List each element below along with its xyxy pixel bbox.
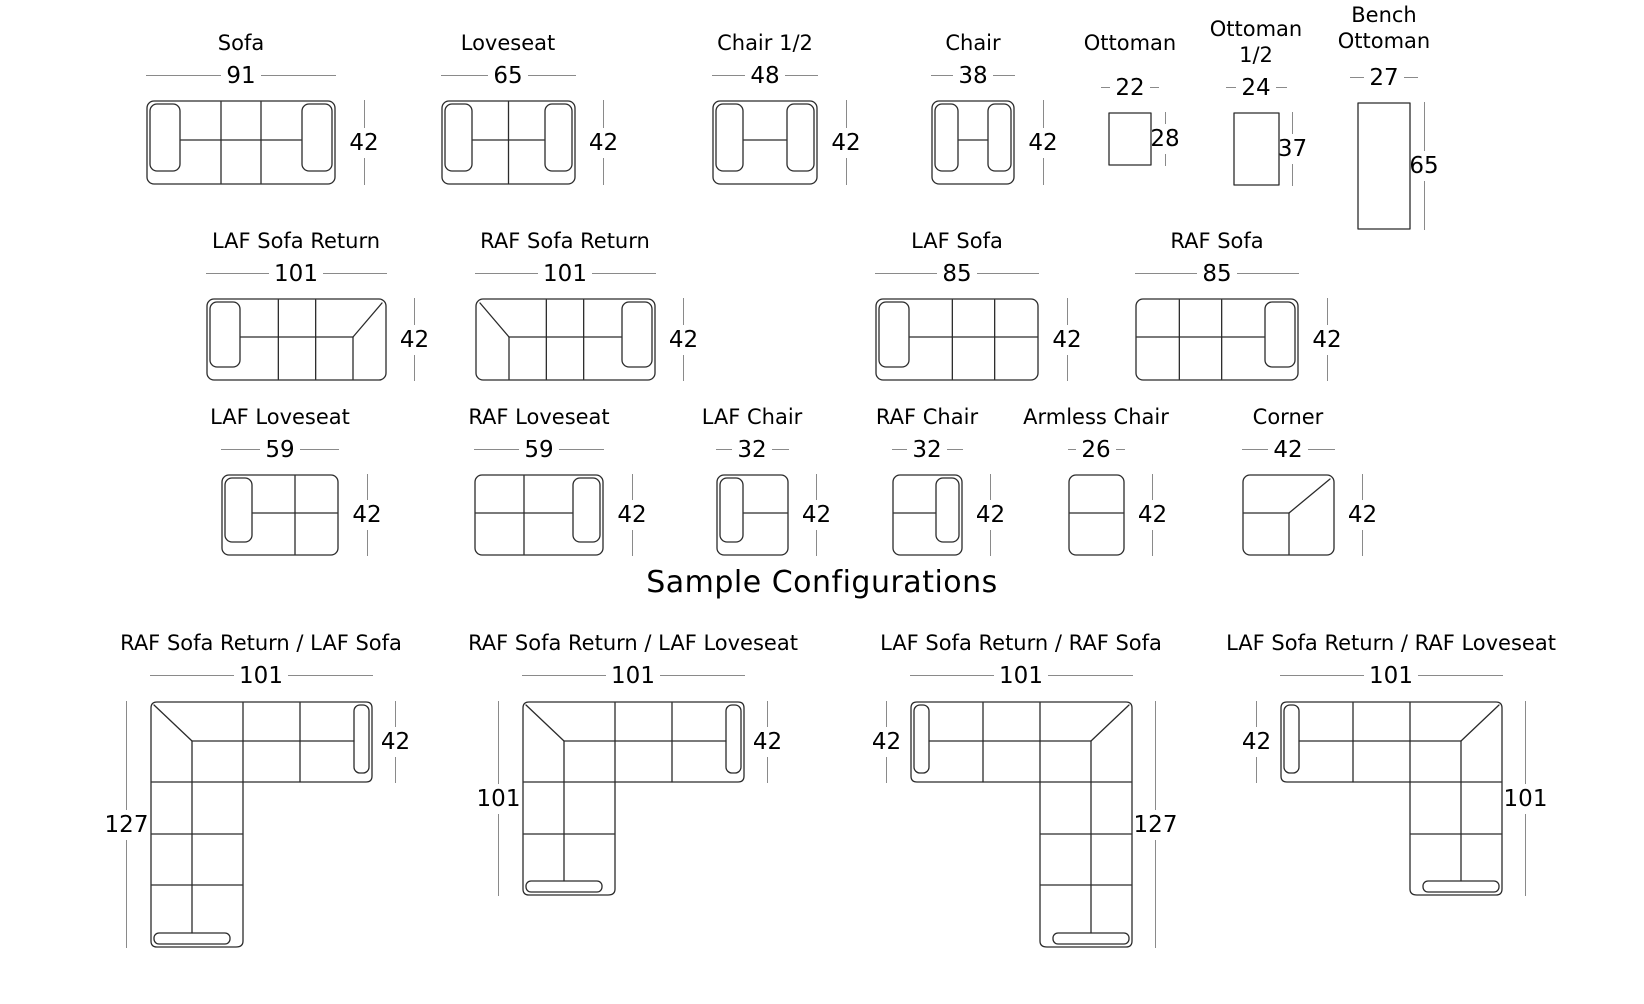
- dim-line: [474, 449, 519, 450]
- depth-dimension: [1335, 474, 1391, 556]
- width-dimension: [221, 436, 339, 463]
- dimension-value: 101: [1369, 662, 1413, 689]
- piece-body: [90, 100, 392, 185]
- dim-line: [910, 675, 995, 676]
- piece-title: RAF Chair: [875, 405, 979, 429]
- dim-line: [441, 75, 489, 76]
- dim-line: [892, 449, 908, 450]
- dim-line: [288, 675, 373, 676]
- dim-line: [395, 701, 396, 727]
- piece-laf-loveseat: [165, 404, 395, 556]
- dim-line: [1165, 112, 1166, 124]
- depth-dimension: [1411, 102, 1437, 230]
- dim-line: [364, 158, 365, 186]
- width-dimension: [716, 436, 789, 463]
- dim-line: [1525, 701, 1526, 784]
- dim-line: [990, 474, 991, 500]
- piece-bench-ottoman: [1331, 2, 1437, 230]
- width-dimension: [1350, 64, 1418, 91]
- width-dimension: [931, 62, 1015, 89]
- dimension-value: 42: [1137, 502, 1168, 528]
- depth-dimension: [1015, 100, 1071, 185]
- dim-line: [1256, 701, 1257, 727]
- piece-body: [150, 298, 443, 381]
- dim-line: [1362, 474, 1363, 500]
- dim-line: [367, 530, 368, 556]
- dimension-value: 42: [831, 129, 861, 156]
- dim-line: [1280, 675, 1365, 676]
- piece-title: Corner: [1252, 405, 1324, 429]
- dim-line: [990, 530, 991, 556]
- dim-line: [498, 701, 499, 784]
- piece-body: [1186, 474, 1391, 556]
- depth-dimension: [1133, 701, 1179, 948]
- dim-line: [1292, 164, 1293, 186]
- dim-line: [1362, 530, 1363, 556]
- piece-body: [419, 298, 712, 381]
- dimension-value: 42: [399, 326, 430, 353]
- width-dimension: [1101, 74, 1159, 101]
- dimension-value: 101: [543, 260, 587, 287]
- piece-body: [165, 474, 395, 556]
- piece-raf-loveseat: [418, 404, 660, 556]
- dim-line: [1308, 449, 1335, 450]
- dim-line: [767, 701, 768, 727]
- piece-body: [656, 100, 874, 185]
- width-dimension: [875, 260, 1039, 287]
- piece-drawing: [146, 100, 336, 185]
- dimension-value: 42: [349, 129, 379, 156]
- dimension-value: 101: [1503, 785, 1548, 812]
- dimension-value: 42: [588, 129, 619, 156]
- piece-drawing: [1108, 112, 1152, 166]
- piece-drawing: [441, 100, 576, 185]
- config-title: LAF Sofa Return / RAF Loveseat: [1226, 631, 1556, 655]
- piece-body: [660, 474, 845, 556]
- dim-line: [1424, 181, 1425, 230]
- dim-line: [1116, 449, 1125, 450]
- piece-drawing: [931, 100, 1015, 185]
- depth-dimension: [373, 701, 419, 783]
- width-dimension: [892, 436, 963, 463]
- dim-line: [1067, 298, 1068, 325]
- dim-line: [126, 701, 127, 810]
- config-laf-sofa-return-raf-loveseat: [1226, 630, 1556, 896]
- dimension-value: 85: [942, 260, 972, 287]
- dim-line: [221, 449, 260, 450]
- dim-line: [816, 530, 817, 556]
- piece-raf-sofa: [1079, 228, 1355, 381]
- dim-line: [1152, 530, 1153, 556]
- dim-line: [716, 449, 733, 450]
- depth-dimension: [339, 474, 395, 556]
- piece-laf-sofa: [819, 228, 1095, 381]
- dim-line: [1068, 449, 1077, 450]
- piece-body: [1079, 298, 1355, 381]
- piece-drawing: [474, 474, 604, 556]
- depth-dimension: [1152, 112, 1178, 166]
- piece-title: RAF Sofa: [1170, 229, 1264, 253]
- dimension-value: 59: [265, 436, 295, 463]
- dim-line: [1327, 355, 1328, 382]
- config-title: LAF Sofa Return / RAF Sofa: [880, 631, 1162, 655]
- dim-line: [1165, 154, 1166, 166]
- dim-line: [528, 75, 576, 76]
- piece-laf-chair: [660, 404, 845, 556]
- dimension-value: 65: [493, 62, 523, 89]
- width-dimension: [1226, 74, 1287, 101]
- width-dimension: [475, 260, 656, 287]
- width-dimension: [474, 436, 604, 463]
- piece-title: LAF Sofa Return: [211, 229, 381, 253]
- dim-line: [1256, 757, 1257, 783]
- dim-line: [660, 675, 745, 676]
- piece-title: Armless Chair: [1023, 405, 1169, 429]
- dim-line: [1043, 100, 1044, 128]
- piece-title: Chair 1/2: [717, 31, 813, 55]
- dim-line: [1043, 158, 1044, 186]
- dimension-value: 42: [1241, 729, 1272, 755]
- piece-body: [1012, 474, 1181, 556]
- piece-body: [1331, 102, 1437, 230]
- dim-line: [603, 100, 604, 128]
- dim-line: [1404, 77, 1418, 78]
- piece-drawing: [1135, 298, 1299, 381]
- piece-drawing: [1233, 112, 1280, 186]
- dim-line: [772, 449, 789, 450]
- piece-title: LAF Chair: [701, 405, 803, 429]
- dimension-value: 42: [617, 502, 647, 528]
- piece-drawing: [206, 298, 387, 381]
- piece-ottoman-half: [1207, 16, 1306, 186]
- piece-title: RAF Loveseat: [468, 405, 610, 429]
- piece-drawing: [875, 298, 1039, 381]
- dimension-value: 42: [752, 729, 783, 755]
- dim-line: [414, 355, 415, 382]
- piece-title: Sofa: [217, 31, 265, 55]
- piece-drawing: [1068, 474, 1125, 556]
- piece-title: Bench Ottoman: [1337, 3, 1431, 53]
- piece-title: LAF Loveseat: [210, 405, 350, 429]
- config-title: RAF Sofa Return / LAF Sofa: [120, 631, 402, 655]
- width-dimension: [522, 662, 745, 689]
- piece-chair: [875, 30, 1071, 185]
- piece-loveseat: [385, 30, 632, 185]
- piece-drawing: [1357, 102, 1411, 230]
- dim-line: [1237, 273, 1299, 274]
- dimension-value: 42: [352, 502, 382, 528]
- dimension-value: 101: [274, 260, 318, 287]
- dim-line: [146, 75, 221, 76]
- dim-line: [1150, 87, 1159, 88]
- width-dimension: [441, 62, 576, 89]
- piece-body: [875, 100, 1071, 185]
- config-body: [104, 701, 419, 948]
- dim-line: [632, 474, 633, 500]
- config-laf-sofa-return-raf-sofa: [864, 630, 1179, 948]
- depth-dimension: [476, 701, 522, 896]
- dim-line: [1350, 77, 1364, 78]
- dimension-value: 24: [1241, 74, 1271, 101]
- depth-dimension: [1277, 112, 1308, 186]
- dim-line: [875, 273, 937, 274]
- config-drawing: [1280, 701, 1503, 896]
- depth-dimension: [1234, 701, 1280, 783]
- config-raf-sofa-return-laf-sofa: [104, 630, 419, 948]
- piece-drawing: [716, 474, 789, 556]
- dimension-value: 42: [1347, 502, 1378, 528]
- piece-sofa: [90, 30, 392, 185]
- piece-body: [1082, 112, 1178, 166]
- piece-body: [1207, 112, 1306, 186]
- dim-line: [367, 474, 368, 500]
- dim-line: [1067, 355, 1068, 382]
- config-body: [864, 701, 1179, 948]
- piece-title: Chair: [945, 31, 1001, 55]
- width-dimension: [1068, 436, 1125, 463]
- width-dimension: [150, 662, 373, 689]
- dim-line: [947, 449, 963, 450]
- dimension-value: 127: [1133, 811, 1178, 838]
- piece-drawing: [892, 474, 963, 556]
- dim-line: [1101, 87, 1110, 88]
- width-dimension: [1242, 436, 1335, 463]
- width-dimension: [146, 62, 336, 89]
- dimension-value: 42: [1052, 326, 1082, 353]
- width-dimension: [712, 62, 818, 89]
- piece-laf-sofa-return: [150, 228, 443, 381]
- dimension-value: 42: [975, 502, 1006, 528]
- dim-line: [846, 158, 847, 186]
- dim-line: [522, 675, 607, 676]
- dimension-value: 27: [1369, 64, 1399, 91]
- dimension-value: 32: [912, 436, 942, 463]
- depth-dimension: [818, 100, 874, 185]
- dimension-value: 101: [476, 785, 521, 812]
- dimension-value: 42: [1312, 326, 1342, 353]
- depth-dimension: [576, 100, 632, 185]
- piece-title: RAF Sofa Return: [480, 229, 650, 253]
- dimension-value: 65: [1409, 153, 1439, 179]
- dim-line: [126, 840, 127, 949]
- dimension-value: 42: [801, 502, 832, 528]
- piece-body: [385, 100, 632, 185]
- config-body: [476, 701, 791, 896]
- piece-body: [418, 474, 660, 556]
- dim-line: [683, 355, 684, 382]
- dimension-value: 26: [1081, 436, 1111, 463]
- dim-line: [395, 757, 396, 783]
- depth-dimension: [963, 474, 1019, 556]
- dimension-value: 28: [1150, 126, 1180, 152]
- piece-body: [819, 298, 1095, 381]
- dim-line: [323, 273, 387, 274]
- piece-title: LAF Sofa: [911, 229, 1003, 253]
- width-dimension: [910, 662, 1133, 689]
- piece-ottoman: [1082, 30, 1178, 166]
- depth-dimension: [1503, 701, 1549, 896]
- piece-title: Ottoman: [1083, 31, 1177, 55]
- dim-line: [1292, 112, 1293, 134]
- dimension-value: 42: [668, 326, 699, 353]
- piece-corner: [1186, 404, 1391, 556]
- dimension-value: 85: [1202, 260, 1232, 287]
- depth-dimension: [745, 701, 791, 783]
- width-dimension: [1280, 662, 1503, 689]
- dim-line: [1424, 102, 1425, 151]
- dimension-value: 38: [958, 62, 988, 89]
- dim-line: [300, 449, 339, 450]
- dimension-value: 101: [999, 662, 1043, 689]
- dim-line: [977, 273, 1039, 274]
- dim-line: [785, 75, 818, 76]
- dimension-value: 127: [104, 811, 149, 838]
- dim-line: [767, 757, 768, 783]
- dim-line: [1226, 87, 1237, 88]
- dim-line: [712, 75, 745, 76]
- dimension-value: 32: [737, 436, 767, 463]
- piece-drawing: [475, 298, 656, 381]
- dimension-value: 101: [611, 662, 655, 689]
- dimension-value: 37: [1277, 136, 1308, 162]
- config-drawing: [150, 701, 373, 948]
- dim-line: [206, 273, 270, 274]
- piece-drawing: [1242, 474, 1335, 556]
- dim-line: [475, 273, 539, 274]
- dim-line: [886, 701, 887, 727]
- piece-armless-chair: [1012, 404, 1181, 556]
- dimension-value: 59: [524, 436, 554, 463]
- dim-line: [1242, 449, 1269, 450]
- piece-drawing: [221, 474, 339, 556]
- dim-line: [1135, 273, 1197, 274]
- piece-title: Loveseat: [460, 31, 556, 55]
- config-drawing: [910, 701, 1133, 948]
- piece-raf-chair: [836, 404, 1019, 556]
- piece-raf-sofa-return: [419, 228, 712, 381]
- dim-line: [1276, 87, 1287, 88]
- piece-body: [836, 474, 1019, 556]
- dim-line: [150, 675, 235, 676]
- dimension-value: 42: [380, 729, 411, 755]
- dimension-value: 42: [871, 729, 902, 755]
- dim-line: [931, 75, 953, 76]
- depth-dimension: [864, 701, 910, 783]
- dimension-value: 91: [226, 62, 256, 89]
- depth-dimension: [104, 701, 150, 948]
- dim-line: [886, 757, 887, 783]
- config-body: [1234, 701, 1549, 896]
- depth-dimension: [1299, 298, 1355, 381]
- dim-line: [993, 75, 1015, 76]
- piece-drawing: [712, 100, 818, 185]
- piece-chair-half: [656, 30, 874, 185]
- dim-line: [846, 100, 847, 128]
- dim-line: [632, 530, 633, 556]
- dim-line: [1155, 840, 1156, 949]
- dim-line: [261, 75, 336, 76]
- dimension-value: 42: [1273, 436, 1303, 463]
- depth-dimension: [1125, 474, 1181, 556]
- depth-dimension: [656, 298, 712, 381]
- depth-dimension: [604, 474, 660, 556]
- dim-line: [1525, 814, 1526, 897]
- dim-line: [1155, 701, 1156, 810]
- dim-line: [1048, 675, 1133, 676]
- dim-line: [414, 298, 415, 325]
- dim-line: [816, 474, 817, 500]
- width-dimension: [1135, 260, 1299, 287]
- dim-line: [364, 100, 365, 128]
- config-raf-sofa-return-laf-loveseat: [468, 630, 798, 896]
- dim-line: [603, 158, 604, 186]
- dim-line: [1327, 298, 1328, 325]
- dimension-value: 48: [750, 62, 780, 89]
- dim-line: [498, 814, 499, 897]
- dimension-value: 101: [239, 662, 283, 689]
- piece-title: Ottoman 1/2: [1209, 17, 1303, 67]
- dim-line: [1152, 474, 1153, 500]
- dim-line: [592, 273, 656, 274]
- width-dimension: [206, 260, 387, 287]
- dim-line: [1418, 675, 1503, 676]
- dim-line: [559, 449, 604, 450]
- dimension-value: 42: [1028, 129, 1058, 156]
- dimension-value: 22: [1115, 74, 1145, 101]
- dim-line: [683, 298, 684, 325]
- config-title: RAF Sofa Return / LAF Loveseat: [468, 631, 798, 655]
- config-drawing: [522, 701, 745, 896]
- page-heading: Sample Configurations: [646, 565, 998, 600]
